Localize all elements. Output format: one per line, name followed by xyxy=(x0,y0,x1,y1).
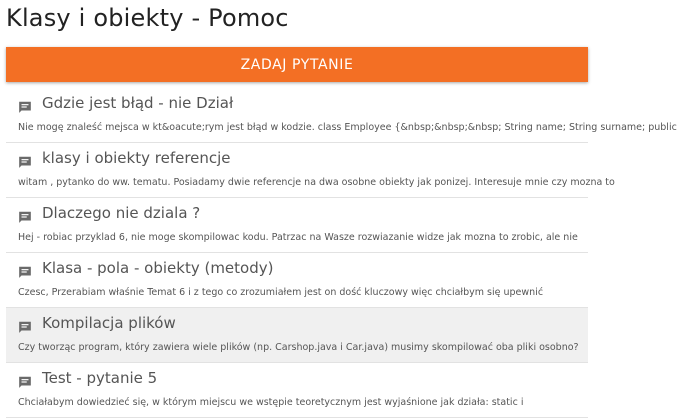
question-title[interactable]: klasy i obiekty referencje xyxy=(42,149,231,167)
question-item[interactable] xyxy=(6,308,588,363)
comment-icon xyxy=(18,210,32,224)
question-title[interactable]: Test - pytanie 5 xyxy=(42,369,158,387)
comment-icon xyxy=(18,265,32,279)
comment-icon xyxy=(18,100,32,114)
comment-icon xyxy=(18,375,32,389)
question-excerpt: witam , pytanko do ww. tematu. Posiadamy dwie referencje na dwa osobne obiekty jak ponizej. Interesuje mnie czy mozna to xyxy=(18,177,615,188)
question-excerpt: Hej - robiac przyklad 6, nie moge skompilowac kodu. Patrzac na Wasze rozwiazanie widze jak mozna to zrobic, ale nie xyxy=(18,232,578,243)
question-excerpt: Chciałabym dowiedzieć się, w którym miejscu we wstępie teoretycznym jest wyjaśnione jak działa: static i xyxy=(18,397,524,408)
question-excerpt: Czesc, Przerabiam właśnie Temat 6 i z tego co zrozumiałem jest on dość kluczowy więc chciałbym się upewnić xyxy=(18,287,544,298)
comment-icon xyxy=(18,155,32,169)
question-item[interactable] xyxy=(6,143,615,198)
question-title[interactable]: Dlaczego nie dziala ? xyxy=(42,204,201,222)
comment-icon xyxy=(18,320,32,334)
ask-question-button[interactable]: ZADAJ PYTANIE xyxy=(6,47,588,82)
page-title: Klasy i obiekty - Pomoc xyxy=(6,4,289,32)
question-title[interactable]: Gdzie jest błąd - nie Dział xyxy=(42,94,234,112)
question-item[interactable] xyxy=(6,88,677,143)
question-item[interactable] xyxy=(6,198,588,253)
question-list xyxy=(6,88,677,418)
question-item[interactable] xyxy=(6,363,588,418)
question-title[interactable]: Klasa - pola - obiekty (metody) xyxy=(42,259,274,277)
question-excerpt: Czy tworząc program, który zawiera wiele plików (np. Carshop.java i Car.java) musimy skompilować oba pliki osobno? xyxy=(18,342,579,353)
question-item[interactable] xyxy=(6,253,588,308)
question-title[interactable]: Kompilacja plików xyxy=(42,314,176,332)
question-excerpt: Nie mogę znaleść mejsca w kt&oacute;rym jest błąd w kodzie. class Employee {&nbsp;&nbsp;&nbsp; String name; String surname; public xyxy=(18,122,677,133)
